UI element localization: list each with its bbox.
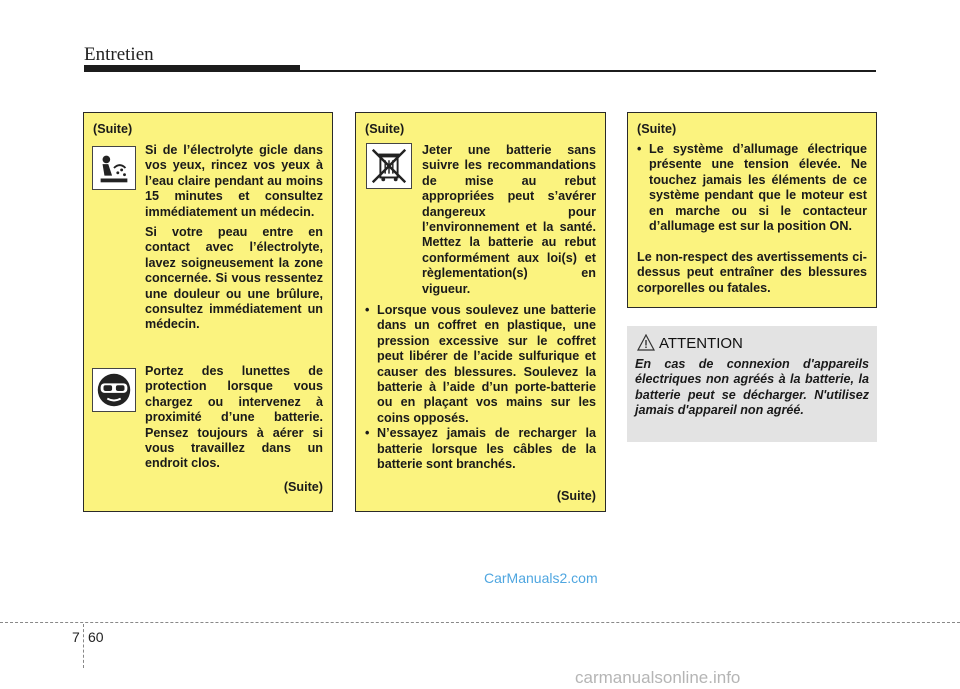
electrolyte-eye-text: Si de l’électrolyte gicle dans vos yeux, rincez vos yeux à l’eau claire pendant au moins 15 minutes et consultez immédiatement un médecin. bbox=[145, 143, 323, 219]
header-bar bbox=[84, 65, 300, 72]
crossed-out-bin-icon bbox=[366, 143, 412, 189]
suite-label: (Suite) bbox=[556, 489, 596, 503]
page-header-title: Entretien bbox=[84, 44, 154, 65]
electrolyte-skin-text: Si votre peau entre en contact avec l’électrolyte, lavez soigneusement la zone concernée. Si vous ressentez une douleur ou une brûlure, consultez immédiatement un médecin. bbox=[145, 225, 323, 332]
battery-disposal-text: Jeter une batterie sans suivre les recommandations de mise au rebut appropriées peut s’avérer dangereux pour l’environnement et la santé. Mettez la batterie au rebut conformément aux loi(s) et règlementation(s) en vigueur. bbox=[422, 143, 596, 296]
list-item: • Le système d’allumage électrique présente une tension élevée. Ne touchez jamais les éléments de ce système pendant que le moteur est en marche ou si le contacteur d’allumage est sur la position ON. bbox=[637, 142, 867, 234]
chapter-number: 7 bbox=[72, 629, 80, 645]
ignition-warning-list bbox=[637, 142, 867, 234]
suite-label: (Suite) bbox=[283, 480, 323, 494]
page-number: 60 bbox=[88, 629, 104, 645]
goggles-instructions: Portez des lunettes de protection lorsque vous chargez ou intervenez à proximité d’une batterie. Pensez toujours à aérer si vous travaillez dans un endroit clos. bbox=[145, 364, 323, 471]
watermark-link[interactable]: CarManuals2.com bbox=[484, 570, 598, 586]
suite-label: (Suite) bbox=[637, 122, 677, 136]
site-footer-link[interactable]: carmanualsonline.info bbox=[575, 668, 741, 687]
footer-divider bbox=[0, 622, 960, 623]
caution-box bbox=[627, 326, 877, 442]
header-rule bbox=[300, 70, 876, 72]
warning-panel-1 bbox=[83, 112, 333, 512]
caution-text: En cas de connexion d'appareils électriques non agréés à la batterie, la batterie peut se décharger. N'utilisez jamais d'appareil non agréé. bbox=[635, 357, 869, 418]
list-item: • Lorsque vous soulevez une batterie dans un coffret en plastique, une pression excessive sur le coffret peut libérer de l’acide sulfurique et causer des blessures. Soulevez la batterie à l’aide d’un porte-batterie ou en plaçant vos mains sur les coins opposés. bbox=[365, 303, 596, 426]
warning-panel-2 bbox=[355, 112, 606, 512]
acid-splash-icon bbox=[92, 146, 136, 190]
warning-panel-3 bbox=[627, 112, 877, 308]
electrolyte-instructions bbox=[145, 143, 323, 333]
suite-label: (Suite) bbox=[93, 122, 133, 136]
footer-separator bbox=[83, 624, 84, 668]
caution-heading: ATTENTION bbox=[659, 335, 743, 352]
safety-goggles-icon bbox=[92, 368, 136, 412]
battery-handling-list bbox=[365, 303, 596, 472]
list-item: • N’essayez jamais de recharger la batterie lorsque les câbles de la batterie sont branchés. bbox=[365, 426, 596, 472]
suite-label: (Suite) bbox=[365, 122, 405, 136]
warning-consequence-text: Le non-respect des avertissements ci-dessus peut entraîner des blessures corporelles ou fatales. bbox=[637, 250, 867, 295]
warning-triangle-icon bbox=[637, 334, 655, 351]
